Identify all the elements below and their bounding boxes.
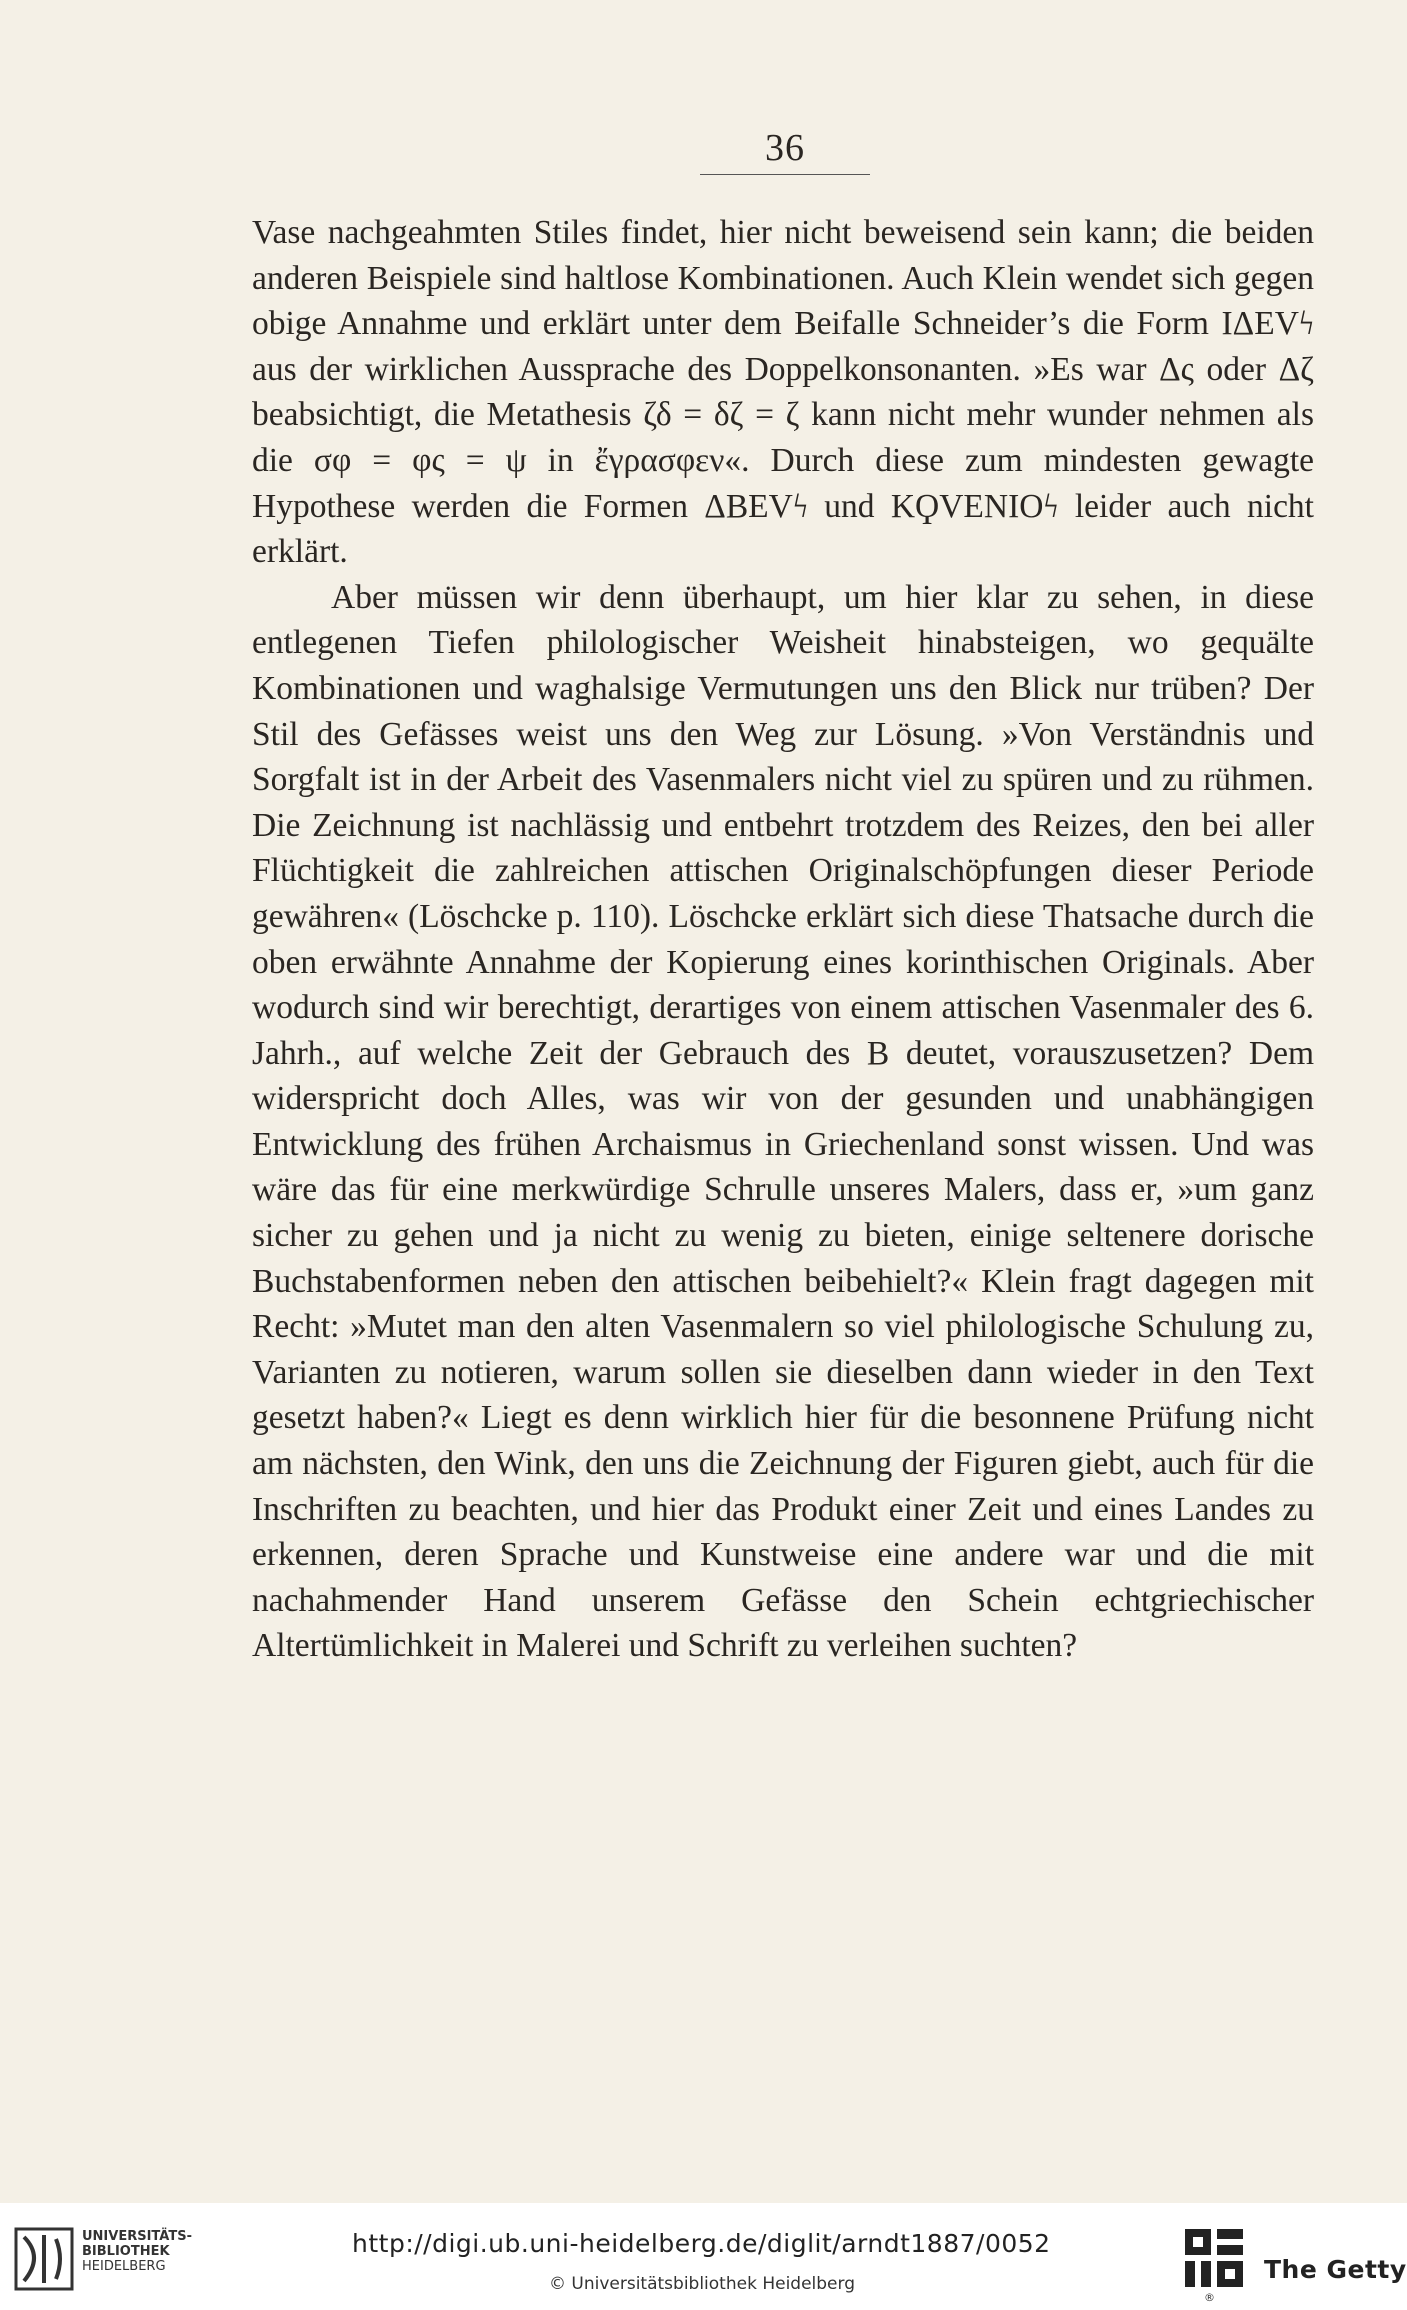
paragraph-1: Vase nachgeahmten Stiles findet, hier nicht beweisend sein kann; die beiden anderen Beispiele sind haltlose Kombinationen. Auch Klein wendet sich gegen obige Annahme und erklärt unter dem Beifalle Schneider’s die Form ΙΔΕVϟ aus der wirklichen Aussprache des Doppelkonsonanten. »Es war Δς oder Δζ beabsichtigt, die Metathesis ζδ = δζ = ζ kann nicht mehr wunder nehmen als die σφ = φς = ψ in ἔγρασφεν«. Durch diese zum mindesten gewagte Hypothese werden die Formen ΔΒΕVϟ und ΚϘVΕΝΙΟϟ leider auch nicht erklärt.: [252, 214, 1314, 571]
page-number: 36: [700, 126, 870, 175]
footer-bar: [0, 2203, 1407, 2310]
text-body: [252, 210, 1314, 1669]
institution-line-2: BIBLIOTHEK: [82, 2244, 170, 2259]
source-url-link[interactable]: http://digi.ub.uni-heidelberg.de/diglit/arndt1887/0052: [352, 2229, 1051, 2258]
institution-line-1: UNIVERSITÄTS-: [82, 2229, 192, 2244]
paragraph-2: Aber müssen wir denn überhaupt, um hier klar zu sehen, in diese entlegenen Tiefen philologischer Weisheit hinabsteigen, wo gequälte Kombinationen und waghalsige Vermutungen uns den Blick nur trüben? Der Stil des Gefässes weist uns den Weg zur Lösung. »Von Verständnis und Sorgfalt ist in der Arbeit des Vasenmalers nicht viel zu spüren und zu rühmen. Die Zeichnung ist nachlässig und entbehrt trotzdem des Reizes, den bei aller Flüchtigkeit die zahlreichen attischen Originalschöpfungen dieser Periode gewähren« (Löschcke p. 110). Löschcke erklärt sich diese Thatsache durch die oben erwähnte Annahme der Kopierung eines korinthischen Originals. Aber wodurch sind wir berechtigt, derartiges von einem attischen Vasenmaler des 6. Jahrh., auf welche Zeit der Gebrauch des Β deutet, vorauszusetzen? Dem widerspricht doch Alles, was wir von der gesunden und unabhängigen Entwicklung des frühen Archaismus in Griechenland sonst wissen. Und was wäre das für eine merkwürdige Schrulle unseres Malers, dass er, »um ganz sicher zu gehen und ja nicht zu wenig zu bieten, einige seltenere dorische Buchstabenformen neben den attischen beibehielt?« Klein fragt dagegen mit Recht: »Mutet man den alten Vasenmalern so viel philologische Schulung zu, Varianten zu notieren, warum sollen sie dieselben dann wieder in den Text gesetzt haben?« Liegt es denn wirklich hier für die besonnene Prüfung nicht am nächsten, den Wink, den uns die Zeichnung der Figuren giebt, auch für die Inschriften zu beachten, und hier das Produkt einer Zeit und eines Landes zu erkennen, deren Sprache und Kunstweise eine andere war und die mit nachahmender Hand unserem Gefässe den Schein echtgriechischer Altertümlichkeit in Malerei und Schrift zu verleihen suchten?: [252, 578, 1314, 1665]
getty-label: The Getty: [1264, 2255, 1407, 2284]
university-library-logo-icon: [14, 2227, 74, 2291]
copyright-text: © Universitätsbibliothek Heidelberg: [548, 2274, 855, 2294]
institution-line-3: HEIDELBERG: [82, 2259, 166, 2274]
registered-mark: ®: [1204, 2291, 1215, 2304]
institution-name: [82, 2229, 192, 2274]
getty-logo-icon: [1183, 2227, 1245, 2289]
